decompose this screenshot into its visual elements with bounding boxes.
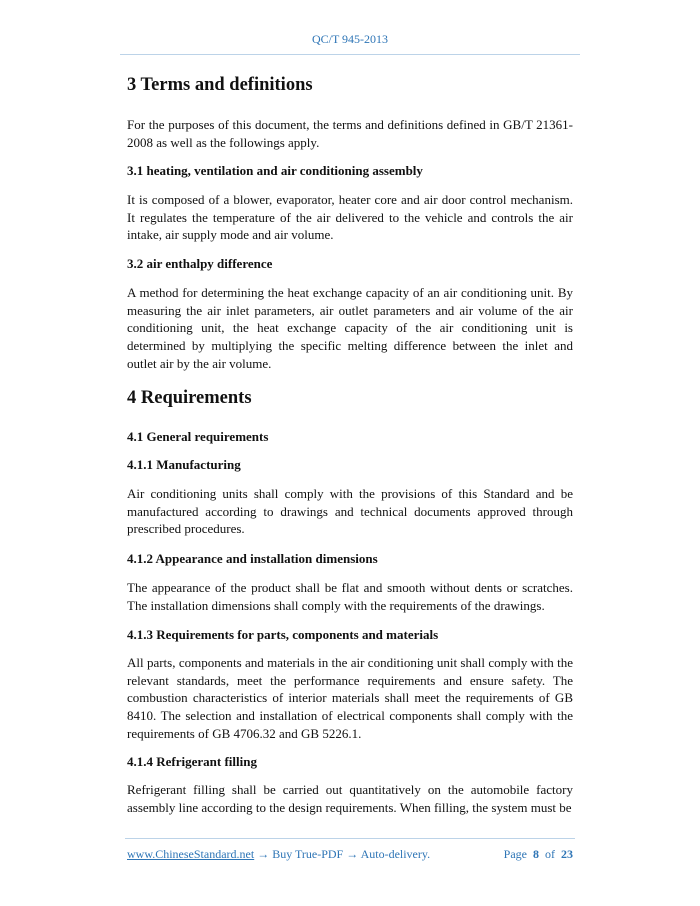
paragraph: All parts, components and materials in the air conditioning unit shall comply with the relevant standards, meet the performance requirements and ensure safety. The combustion characteristics of interior materials shall meet the requirements of GB 8410. The selection and installation of electrical components shall comply with the requirements of GB 4706.32 and GB 5226.1.: [127, 655, 573, 741]
paragraph: Refrigerant filling shall be carried out quantitatively on the automobile factory assembly line according to the design requirements. When filling, the system must be: [127, 782, 573, 815]
page-total: 23: [561, 847, 573, 861]
paragraph: The appearance of the product shall be flat and smooth without dents or scratches. The installation dimensions shall comply with the requirements of the drawings.: [127, 580, 573, 613]
paragraph: For the purposes of this document, the terms and definitions defined in GB/T 21361-2008 as well as the followings apply.: [127, 117, 573, 150]
page-label: Page: [503, 847, 527, 861]
footer: [127, 847, 573, 862]
section-title: 4 Requirements: [127, 388, 252, 408]
page-number: 8: [533, 847, 539, 861]
subsection-title: 4.1 General requirements: [127, 429, 269, 444]
footer-promo-text: → Buy True-PDF → Auto-delivery.: [254, 847, 431, 861]
paragraph: Air conditioning units shall comply with the provisions of this Standard and be manufactured according to drawings and technical documents approved through prescribed procedures.: [127, 486, 573, 537]
subsection-title: 4.1.4 Refrigerant filling: [127, 754, 257, 769]
subsection-title: 4.1.3 Requirements for parts, components and materials: [127, 627, 439, 642]
subsection-title: 4.1.1 Manufacturing: [127, 457, 241, 472]
paragraph: It is composed of a blower, evaporator, heater core and air door control mechanism. It regulates the temperature of the air delivered to the vehicle and controls the air intake, air supply mode and air volume.: [127, 192, 573, 243]
header-doc-id: QC/T 945-2013: [311, 32, 389, 46]
of-label: of: [545, 847, 555, 861]
site-link[interactable]: www.ChineseStandard.net: [127, 847, 255, 861]
subsection-title: 4.1.2 Appearance and installation dimensions: [127, 551, 378, 566]
subsection-title: 3.1 heating, ventilation and air conditioning assembly: [127, 163, 423, 178]
footer-promo: [127, 847, 430, 862]
paragraph: A method for determining the heat exchange capacity of an air conditioning unit. By measuring the air inlet parameters, air outlet parameters and air volume of the air conditioning unit, the heat exchange capacity of the air conditioning unit is determined by multiplying the specific melting difference between the inlet and outlet air by the air volume.: [127, 285, 573, 371]
footer-divider: [125, 838, 575, 839]
header-divider: [120, 54, 580, 55]
section-title: 3 Terms and definitions: [127, 75, 313, 95]
subsection-title: 3.2 air enthalpy difference: [127, 256, 273, 271]
page-indicator: [504, 847, 573, 862]
